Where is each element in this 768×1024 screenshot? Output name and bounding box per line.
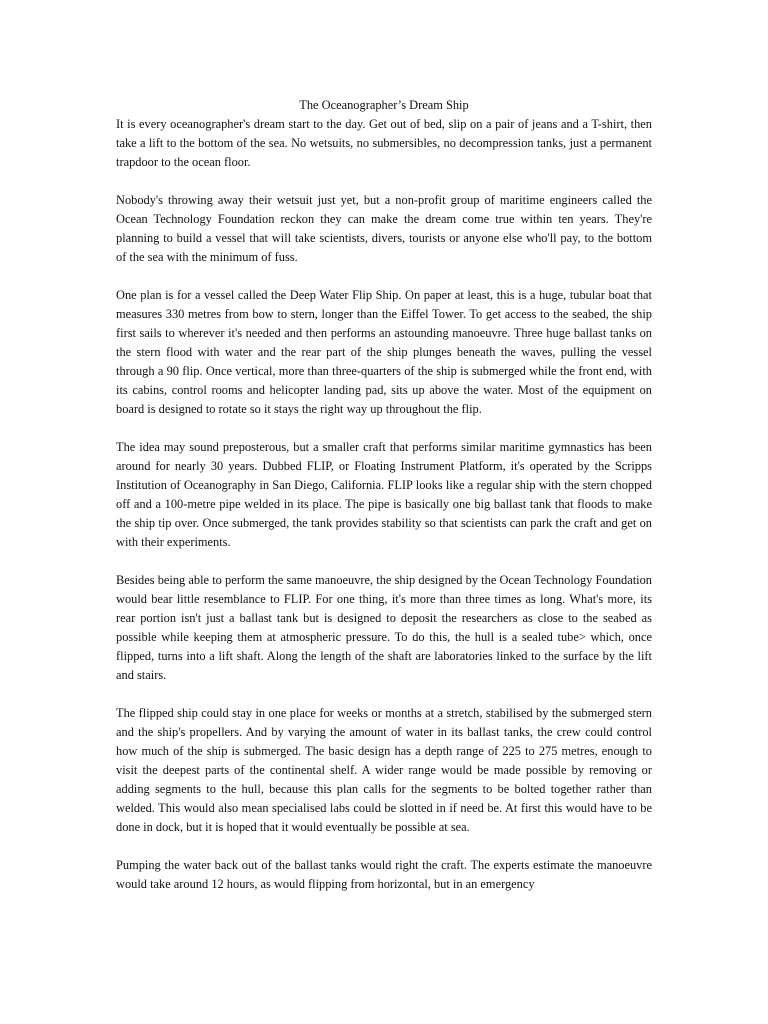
paragraph-4: The idea may sound preposterous, but a smaller craft that performs similar maritime gymnastics has been around for nearly 30 years. Dubbed FLIP, or Floating Instrument Platform, it's operated by the Scripps Institution of Oceanography in San Diego, California. FLIP looks like a regular ship with the stern chopped off and a 100-metre pipe welded in its place. The pipe is basically one big ballast tank that floods to make the ship tip over. Once submerged, the tank provides stability so that scientists can park the craft and get on with their experiments. bbox=[116, 440, 652, 549]
paragraph-3: One plan is for a vessel called the Deep Water Flip Ship. On paper at least, this is a huge, tubular boat that measures 330 metres from bow to stern, longer than the Eiffel Tower. To get access to the seabed, the ship first sails to wherever it's needed and then performs an astounding manoeuvre. Three huge ballast tanks on the stern flood with water and the rear part of the ship plunges beneath the waves, pulling the vessel through a 90 flip. Once vertical, more than three-quarters of the ship is submerged while the front end, with its cabins, control rooms and helicopter landing pad, sits up above the water. Most of the equipment on board is designed to rotate so it stays the right way up throughout the flip. bbox=[116, 288, 652, 416]
paragraph-2: Nobody's throwing away their wetsuit just yet, but a non-profit group of maritime engineers called the Ocean Technology Foundation reckon they can make the dream come true within ten years. They're planning to build a vessel that will take scientists, divers, tourists or anyone else who'll pay, to the bottom of the sea with the minimum of fuss. bbox=[116, 193, 652, 264]
paragraph-7: Pumping the water back out of the ballast tanks would right the craft. The experts estimate the manoeuvre would take around 12 hours, as would flipping from horizontal, but in an emergency bbox=[116, 858, 652, 891]
paragraph-6: The flipped ship could stay in one place for weeks or months at a stretch, stabilised by the submerged stern and the ship's propellers. And by varying the amount of water in its ballast tanks, the crew could control how much of the ship is submerged. The basic design has a depth range of 225 to 275 metres, enough to visit the deepest parts of the continental shelf. A wider range would be made possible by removing or adding segments to the hull, because this plan calls for the segments to be bolted together rather than welded. This would also mean specialised labs could be slotted in if need be. At first this would have to be done in dock, but it is hoped that it would eventually be possible at sea. bbox=[116, 706, 652, 834]
document-title: The Oceanographer’s Dream Ship bbox=[299, 98, 469, 112]
paragraph-5: Besides being able to perform the same manoeuvre, the ship designed by the Ocean Technology Foundation would bear little resemblance to FLIP. For one thing, it's more than three times as long. What's more, its rear portion isn't just a ballast tank but is designed to deposit the researchers as close to the seabed as possible while keeping them at atmospheric pressure. To do this, the hull is a sealed tube> which, once flipped, turns into a lift shaft. Along the length of the shaft are laboratories linked to the surface by the lift and stairs. bbox=[116, 573, 652, 682]
document-page bbox=[116, 96, 652, 913]
paragraph-1: It is every oceanographer's dream start to the day. Get out of bed, slip on a pair of jeans and a T-shirt, then take a lift to the bottom of the sea. No wetsuits, no submersibles, no decompression tanks, just a permanent trapdoor to the ocean floor. bbox=[116, 117, 652, 169]
